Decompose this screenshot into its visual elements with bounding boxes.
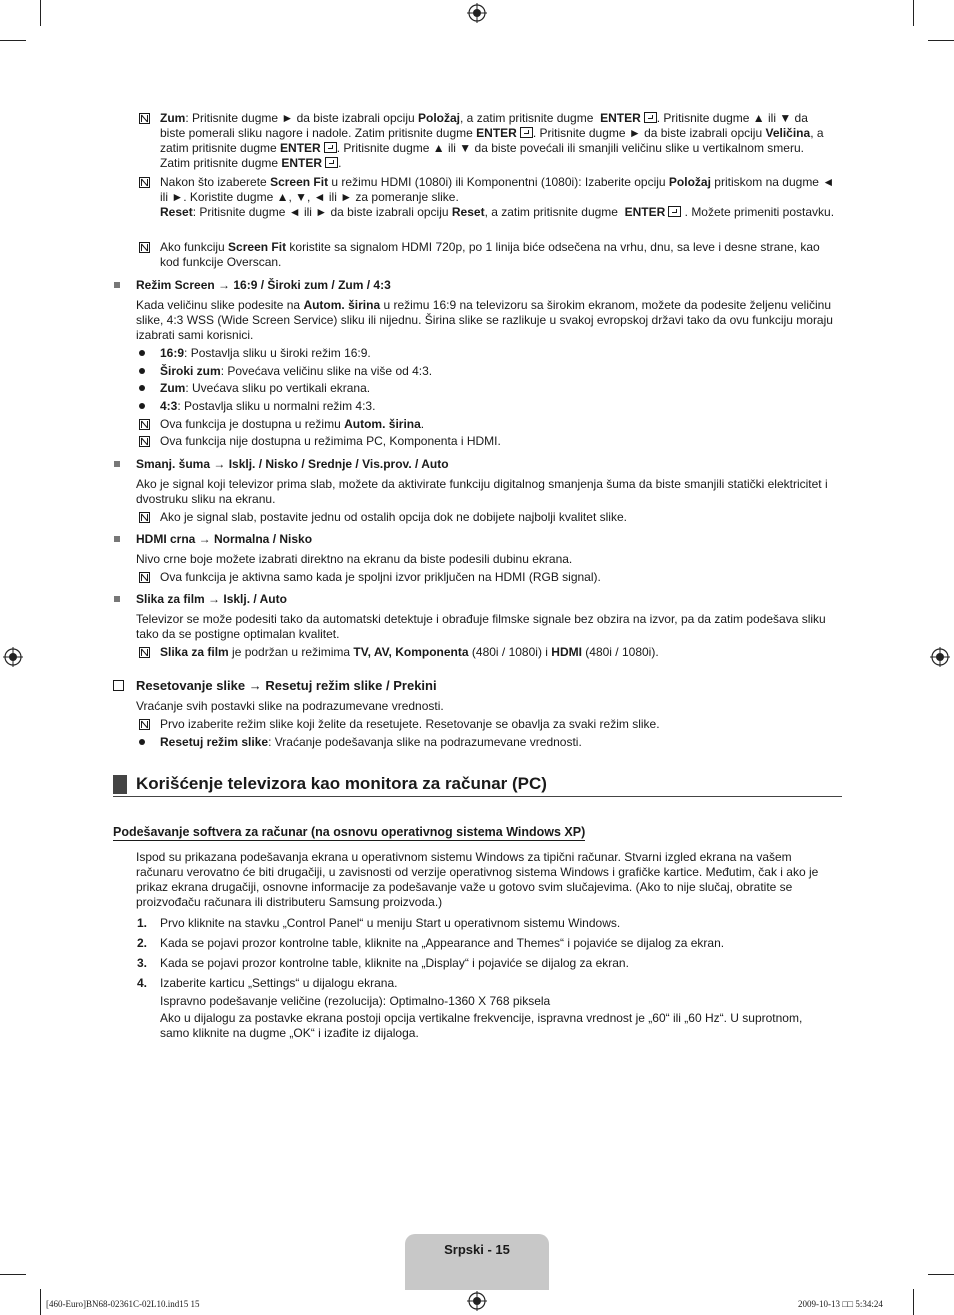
resetovanje-body: Vraćanje svih postavki slike na podrazumevane vrednosti. (136, 699, 444, 713)
rezim-screen-heading: Režim Screen → 16:9 / Široki zum / Zum / 4:3 (136, 278, 391, 292)
hdmi-crna-heading: HDMI crna → Normalna / Nisko (136, 532, 313, 546)
checkbox-square-icon (113, 680, 124, 691)
bullet-dot (139, 739, 145, 745)
subsection-title: Podešavanje softvera za računar (na osnovu operativnog sistema Windows XP) (113, 825, 586, 839)
crop-mark-bottom-right-h (928, 1274, 954, 1275)
section-title: Korišćenje televizora kao monitora za računar (PC) (136, 774, 547, 793)
crop-mark-top-left-h (0, 40, 26, 41)
print-info-left: [460-Euro]BN68-02361C-02L10.ind15 15 (46, 1299, 200, 1309)
note-weak-signal: Ako je signal slab, postavite jednu od ostalih opcija dok ne dobijete najbolji kvalitet slike. (160, 510, 627, 524)
note-icon (139, 113, 150, 124)
step4-frequency: Ako u dijalogu za postavke ekrana postoji opcija vertikalne frekvencije, ispravna vrednost je „60“ ili „60 Hz“. U suprotnom, samo kliknite na dugme „OK“ i izađite iz dijaloga. (160, 1011, 803, 1040)
crop-mark-top-right-h (928, 40, 954, 41)
pc-intro: Ispod su prikazana podešavanja ekrana u operativnom sistemu Windows za tipični računar. Stvarni izgled ekrana na vašem računaru verovatno će biti drugačiji, u zavisnosti od verzije operativnog sistema Windows i grafičke kartice. Međutim, čak i ako je prikaz ekrana drugačiji, osnovne informacije za podešavanje važe u gotovo svim slučajevima. (Ako to nije slučaj, obratite se proizvođaču računara ili distributeru Samsung proizvoda.) (136, 850, 819, 909)
crop-mark-top-left-v (40, 0, 41, 26)
bullet-dot (139, 368, 145, 374)
step-number: 3. (137, 956, 148, 970)
note-slika-za-film: Slika za film je podržan u režimima TV, AV, Komponenta (480i / 1080i) i HDMI (480i / 1080i). (160, 645, 659, 659)
step4-resolution: Ispravno podešavanje veličine (rezolucija): Optimalno-1360 X 768 piksela (160, 994, 551, 1008)
note-autom-sirina: Ova funkcija je dostupna u režimu Autom. širina. (160, 417, 425, 431)
slika-za-film-heading: Slika za film → Isklj. / Auto (136, 592, 287, 606)
note-zum: Zum: Pritisnite dugme ► da biste izabrali opciju Položaj, a zatim pritisnite dugme ENTER . Pritisnite dugme ▲ ili ▼ da biste pomerali sliku nagore i nadole. Zatim pritisnite dugme ENTER . Pritisnite dugme ► da biste izabrali opciju Veličina, a zatim pritisnite dugme ENTER . Pritisnite dugme ▲ ili ▼ da biste povećali ili smanjili veličinu slike u vertikalnom smeru. Zatim pritisnite dugme ENTER . (160, 111, 824, 170)
step-number: 1. (137, 916, 148, 930)
note-icon (139, 436, 150, 447)
rezim-screen-body: Kada veličinu slike podesite na Autom. širina u režimu 16:9 na televizoru sa širokim ekranom, možete da podesite željenu veličinu slike, 4:3 WSS (Wide Screen Service) sliku ili nijednu. Širina slike se razlikuje u svakoj evropskoj državi tako da ovu funkciju moraju izabrati sami korisnici. (136, 298, 833, 342)
section-square-marker (114, 536, 120, 542)
registration-mark-right-icon (930, 647, 950, 667)
bullet-4-3: 4:3: Postavlja sliku u normalni režim 4:3. (160, 399, 376, 413)
crop-mark-bottom-left-v (40, 1289, 41, 1315)
note-icon (139, 572, 150, 583)
slika-za-film-body: Televizor se može podesiti tako da automatski detektuje i obrađuje filmske signale bez obzira na izvor, pa da zatim podešava sliku tako da se postigne optimalan kvalitet. (136, 612, 826, 641)
note-reset-first: Prvo izaberite režim slike koji želite da resetujete. Resetovanje se obavlja za svaki režim slike. (160, 717, 660, 731)
crop-mark-bottom-left-h (0, 1274, 26, 1275)
step-text: Izaberite karticu „Settings“ u dijalogu ekrana. (160, 976, 398, 990)
step-text: Kada se pojavi prozor kontrolne table, kliknite na „Appearance and Themes“ i pojaviće se dijalog za ekran. (160, 936, 725, 950)
smanj-suma-body: Ako je signal koji televizor prima slab, možete da aktivirate funkciju digitalnog smanjenja šuma da biste smanjili statički elektricitet i dvostruku sliku na ekranu. (136, 477, 828, 506)
section-square-marker (114, 596, 120, 602)
note-hdmi-rgb: Ova funkcija je aktivna samo kada je spoljni izvor priključen na HDMI (RGB signal). (160, 570, 601, 584)
registration-mark-left-icon (3, 647, 23, 667)
smanj-suma-heading: Smanj. šuma → Isklj. / Nisko / Srednje / Vis.prov. / Auto (136, 457, 449, 471)
bullet-dot (139, 385, 145, 391)
bullet-dot (139, 350, 145, 356)
section-bar-icon (113, 775, 127, 794)
note-icon (139, 419, 150, 430)
hdmi-crna-body: Nivo crne boje možete izabrati direktno na ekranu da biste podesili dubinu ekrana. (136, 552, 573, 566)
bullet-16-9: 16:9: Postavlja sliku u široki režim 16:9. (160, 346, 371, 360)
bullet-dot (139, 403, 145, 409)
note-screen-fit-720p: Ako funkciju Screen Fit koristite sa signalom HDMI 720p, po 1 linija biće odsečena na vrhu, dnu, sa leve i desne strane, kao kod funkcije Overscan. (160, 240, 820, 269)
bullet-zum: Zum: Uvećava sliku po vertikali ekrana. (160, 381, 371, 395)
print-info-right: 2009-10-13 □□ 5:34:24 (798, 1299, 883, 1309)
bullet-siroki-zum: Široki zum: Povećava veličinu slike na više od 4:3. (160, 364, 433, 378)
note-icon (139, 647, 150, 658)
step-text: Kada se pojavi prozor kontrolne table, kliknite na „Display“ i pojaviće se dijalog za ekran. (160, 956, 629, 970)
note-screen-fit: Nakon što izaberete Screen Fit u režimu HDMI (1080i) ili Komponentni (1080i): Izaberite opciju Položaj pritiskom na dugme ◄ ili ►. Koristite dugme ▲, ▼, ◄ ili ► za pomeranje slike. Reset: Pritisnite dugme ◄ ili ► da biste izabrali opciju Reset, a zatim pritisnite dugme ENTER . Možete primeniti postavku. (160, 175, 835, 219)
registration-mark-top-icon (467, 3, 487, 23)
crop-mark-bottom-right-v (913, 1289, 914, 1315)
step-number: 4. (137, 976, 148, 990)
crop-mark-top-right-v (913, 0, 914, 26)
note-not-available: Ova funkcija nije dostupna u režimima PC, Komponenta i HDMI. (160, 434, 501, 448)
resetovanje-heading: Resetovanje slike → Resetuj režim slike / Prekini (136, 678, 437, 693)
page-number-label: Srpski - 15 (444, 1242, 510, 1257)
section-square-marker (114, 461, 120, 467)
section-rule (113, 796, 842, 797)
note-icon (139, 242, 150, 253)
step-number: 2. (137, 936, 148, 950)
bullet-resetuj-rezim: Resetuj režim slike: Vraćanje podešavanja slike na podrazumevane vrednosti. (160, 735, 582, 749)
step-text: Prvo kliknite na stavku „Control Panel“ u meniju Start u operativnom sistemu Windows. (160, 916, 621, 930)
note-icon (139, 177, 150, 188)
registration-mark-bottom-icon (467, 1291, 487, 1311)
note-icon (139, 512, 150, 523)
section-square-marker (114, 282, 120, 288)
note-icon (139, 719, 150, 730)
